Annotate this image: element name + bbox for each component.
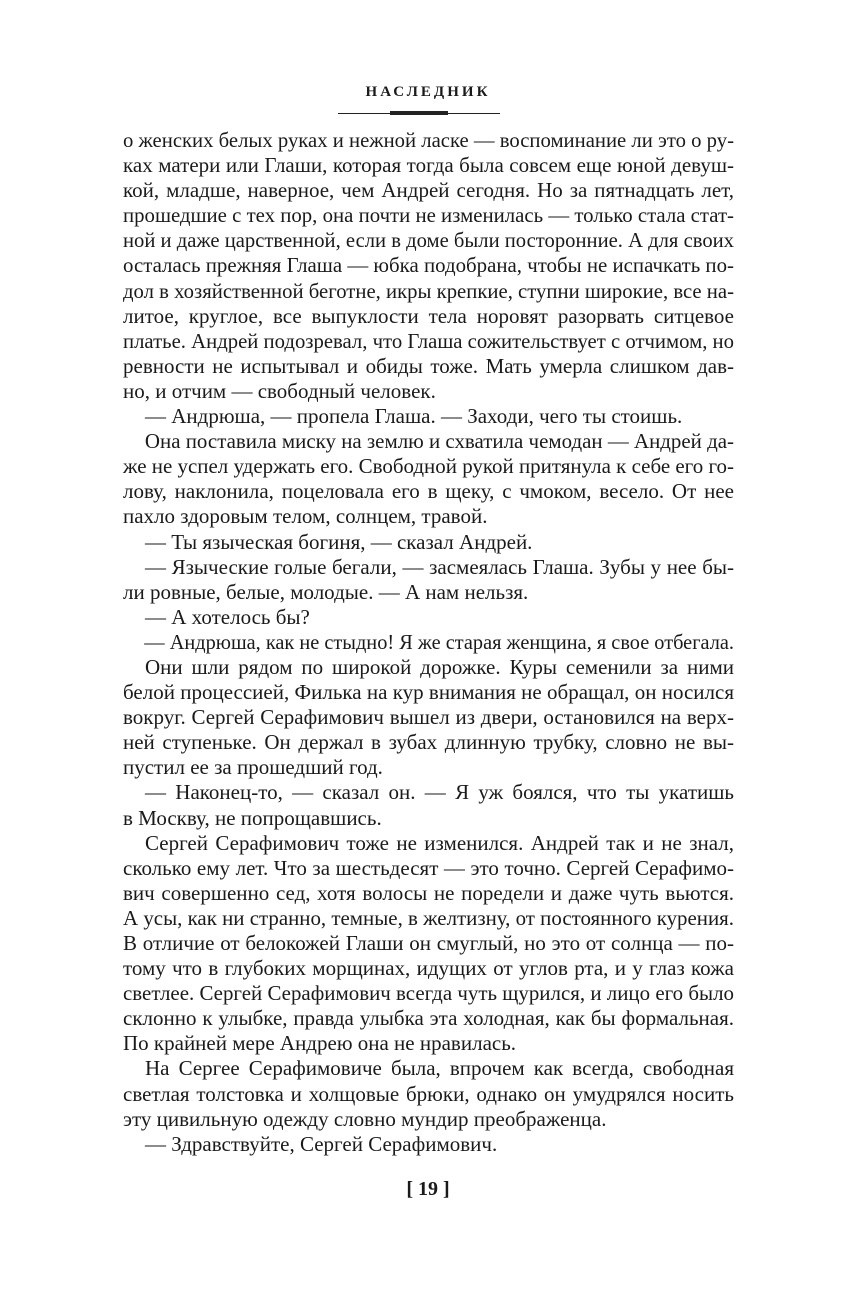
text-line: светлее. Сергей Серафимович всегда чуть щурился, и лицо его было: [123, 981, 734, 1006]
text-line: А усы, как ни странно, темные, в желтизну, от постоянного курения.: [123, 905, 734, 930]
text-line: белой процессией, Филька на кур внимания не обращал, он носился: [123, 680, 734, 705]
text-line: ревности не испытывал и обиды тоже. Мать умерла слишком дав-: [123, 353, 734, 378]
text-line: Они шли рядом по широкой дорожке. Куры семенили за ними: [145, 654, 734, 679]
text-line: о женских белых руках и нежной ласке — воспоминание ли это о ру-: [123, 128, 734, 152]
text-line: вич совершенно сед, хотя волосы не поредели и даже чуть вьются.: [123, 880, 734, 905]
text-line: литое, круглое, все выпуклости тела норовят разорвать ситцевое: [123, 303, 734, 328]
body-text: [123, 128, 734, 1157]
text-line: Сергей Серафимович тоже не изменился. Андрей так и не знал,: [145, 830, 734, 855]
text-line: прошедшие с тех пор, она почти не изменилась — только стала стат-: [123, 203, 734, 228]
text-line: но, и отчим — свободный человек.: [123, 378, 436, 403]
text-line: эту цивильную одежду словно мундир преображенца.: [123, 1106, 607, 1131]
text-line: ной и даже царственной, если в доме были посторонние. А для своих: [123, 228, 734, 253]
running-head: НАСЛЕДНИК: [365, 84, 491, 100]
text-line: лову, наклонила, поцеловала его в щеку, с чмоком, весело. От нее: [123, 479, 734, 504]
text-line: — Языческие голые бегали, — засмеялась Глаша. Зубы у нее бы-: [145, 554, 734, 579]
text-line: кой, младше, наверное, чем Андрей сегодня. Но за пятнадцать лет,: [123, 178, 734, 203]
text-line: На Сергее Серафимовиче была, впрочем как всегда, свободная: [145, 1056, 734, 1081]
text-line: — Здравствуйте, Сергей Серафимович.: [145, 1131, 498, 1156]
text-line: осталась прежняя Глаша — юбка подобрана, чтобы не испачкать по-: [123, 253, 734, 278]
header-rule-ornament: [390, 111, 448, 115]
text-line: склонно к улыбке, правда улыбка эта холодная, как бы формальная.: [123, 1006, 734, 1031]
text-line: — А хотелось бы?: [145, 604, 310, 629]
text-line: — Ты языческая богиня, — сказал Андрей.: [145, 529, 533, 554]
text-line: ках матери или Глаши, которая тогда была совсем еще юной девуш-: [123, 153, 734, 178]
text-line: Она поставила миску на землю и схватила чемодан — Андрей да-: [144, 429, 735, 454]
text-line: пустил ее за прошедший год.: [123, 755, 383, 780]
text-line: ли ровные, белые, молодые. — А нам нельзя.: [123, 579, 529, 604]
text-line: же не успел удержать его. Свободной рукой притянула к себе его го-: [123, 454, 734, 479]
text-line: — Андрюша, как не стыдно! Я же старая женщина, я свое отбегала.: [144, 629, 734, 654]
text-line: — Наконец-то, — сказал он. — Я уж боялся, что ты укатишь: [145, 780, 734, 805]
text-line: дол в хозяйственной беготне, икры крепкие, ступни широкие, все на-: [123, 278, 734, 303]
text-line: в Москву, не попрощавшись.: [123, 805, 382, 830]
text-line: — Андрюша, — пропела Глаша. — Заходи, чего ты стоишь.: [145, 404, 683, 429]
text-line: платье. Андрей подозревал, что Глаша сожительствует с отчимом, но: [123, 328, 734, 353]
text-line: светлая толстовка и холщовые брюки, однако он умудрялся носить: [123, 1081, 734, 1106]
text-line: вокруг. Сергей Серафимович вышел из двери, остановился на верх-: [123, 705, 734, 730]
text-line: пахло здоровым телом, солнцем, травой.: [123, 504, 488, 529]
text-line: тому что в глубоких морщинах, идущих от углов рта, и у глаз кожа: [123, 956, 734, 981]
text-line: В отличие от белокожей Глаши он смуглый, но это от солнца — по-: [123, 931, 734, 955]
text-line: По крайней мере Андрею она не нравилась.: [123, 1031, 517, 1056]
text-line: сколько ему лет. Что за шестьдесят — это точно. Сергей Серафимо-: [123, 855, 734, 880]
text-line: ней ступеньке. Он держал в зубах длинную трубку, словно не вы-: [123, 730, 734, 755]
page-number: [ 19 ]: [406, 1178, 450, 1200]
